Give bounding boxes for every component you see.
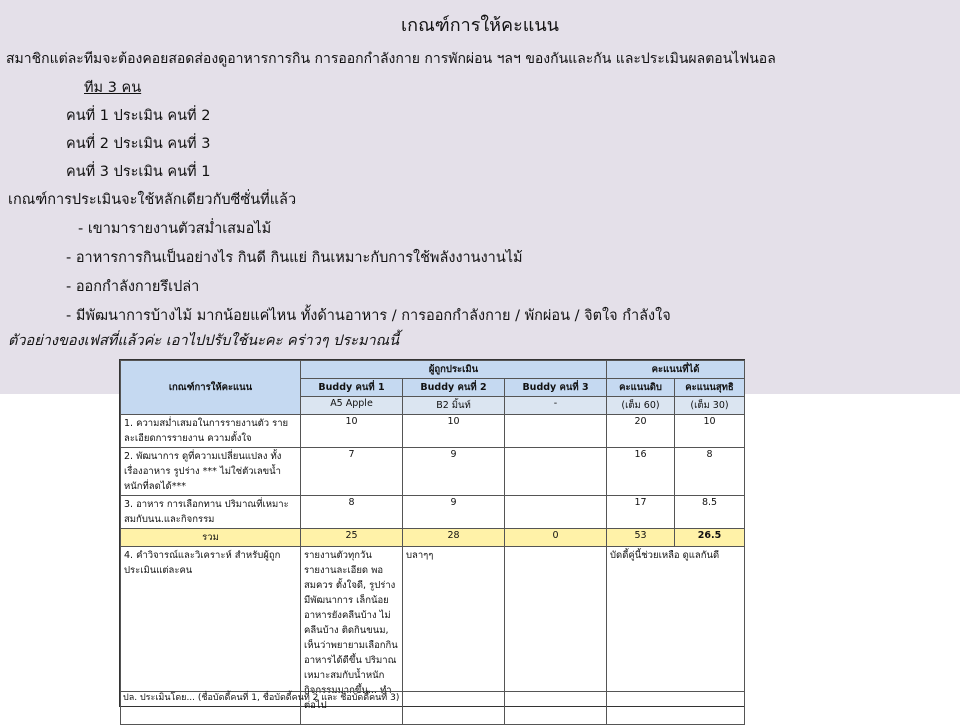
header-raw: คะแนนดิบ: [607, 379, 675, 397]
total-cell: 28: [403, 529, 505, 547]
example-note: ตัวอย่างของเฟสที่แล้วค่ะ เอาไปปรับใช้นะคะ คร่าวๆ ประมาณนี้: [8, 333, 400, 349]
score-cell: 10: [301, 415, 403, 448]
row-label: 2. พัฒนาการ ดูที่ความเปลี่ยนแปลง ทั้งเรื่องอาหาร รูปร่าง *** ไม่ใช่ตัวเลขน้ำหนักที่ลดได้***: [121, 448, 301, 496]
criteria-item-1: - เขามารายงานตัวสม่ำเสมอไม้: [78, 221, 272, 237]
criteria-item-3: - ออกกำลังกายรึเปล่า: [66, 279, 200, 295]
buddy-2-name: B2 มิ้นท์: [403, 397, 505, 415]
pair-1: คนที่ 1 ประเมิน คนที่ 2: [66, 108, 211, 124]
score-cell: [505, 448, 607, 496]
score-table: [120, 360, 745, 725]
header-buddy-2: Buddy คนที่ 2: [403, 379, 505, 397]
score-cell: 17: [607, 496, 675, 529]
team-label: ทีม 3 คน: [84, 80, 142, 96]
header-net: คะแนนสุทธิ: [675, 379, 745, 397]
criteria-item-2: - อาหารการกินเป็นอย่างไร กินดี กินแย่ กินเหมาะกับการใช้พลังงานงานไม้: [66, 250, 523, 266]
score-cell: 7: [301, 448, 403, 496]
score-cell: 9: [403, 448, 505, 496]
intro-text: สมาชิกแต่ละทีมจะต้องคอยสอดส่องดูอาหารการกิน การออกกำลังกาย การพักผ่อน ฯลฯ ของกันและกัน และประเมินผลตอนไฟนอล: [6, 51, 776, 67]
score-sheet-image: [119, 359, 745, 711]
row-label: 3. อาหาร การเลือกทาน ปริมาณที่เหมาะสมกับนน.และกิจกรรม: [121, 496, 301, 529]
score-cell: 9: [403, 496, 505, 529]
score-cell: 8.5: [675, 496, 745, 529]
header-buddy-1: Buddy คนที่ 1: [301, 379, 403, 397]
score-cell: 10: [403, 415, 505, 448]
criteria-item-4: - มีพัฒนาการบ้างไม้ มากน้อยแค่ไหน ทั้งด้านอาหาร / การออกกำลังกาย / พักผ่อน / จิตใจ กำลังใจ: [66, 308, 671, 324]
score-cell: 10: [675, 415, 745, 448]
total-cell: 53: [607, 529, 675, 547]
buddy-1-name: A5 Apple: [301, 397, 403, 415]
net-max: (เต็ม 30): [675, 397, 745, 415]
comment-cell: รายงานตัวทุกวัน รายงานละเอียด พอสมควร ตั้งใจดี, รูปร่างมีพัฒนาการ เล็กน้อย อาหารยังคลีนบ้าง ไม่คลีนบ้าง ติดกินขนม, เห็นว่าพยายามเลือกกินอาหารได้ดีขึ้น ปริมาณเหมาะสมกับน้ำหนักกิจกรรมมากขึ้น... ทำต่อไป: [301, 547, 403, 725]
score-cell: 16: [607, 448, 675, 496]
header-raters: ผู้ถูกประเมิน: [301, 361, 607, 379]
comment-cell: บลาๆๆ: [403, 547, 505, 725]
total-row: [121, 529, 745, 547]
header-criteria: เกณฑ์การให้คะแนน: [121, 361, 301, 415]
table-row: [121, 415, 745, 448]
page-title: เกณฑ์การให้คะแนน: [401, 15, 559, 36]
total-cell: 25: [301, 529, 403, 547]
score-cell: 8: [675, 448, 745, 496]
score-cell: 8: [301, 496, 403, 529]
comment-cell: [505, 547, 607, 725]
buddy-3-name: -: [505, 397, 607, 415]
total-cell: 26.5: [675, 529, 745, 547]
score-cell: [505, 496, 607, 529]
table-row: [121, 496, 745, 529]
total-cell: 0: [505, 529, 607, 547]
score-cell: 20: [607, 415, 675, 448]
header-score: คะแนนที่ได้: [607, 361, 745, 379]
header-buddy-3: Buddy คนที่ 3: [505, 379, 607, 397]
pair-2: คนที่ 2 ประเมิน คนที่ 3: [66, 136, 211, 152]
row-label: 1. ความสม่ำเสมอในการรายงานตัว รายละเอียดการรายงาน ความตั้งใจ: [121, 415, 301, 448]
table-footer: ปล. ประเมินโดย... (ชื่อบัดดี้คนที่ 1, ชื่อบัดดี้คนที่ 2 และ ชื่อบัดดี้คนที่ 3): [123, 693, 400, 703]
score-cell: [505, 415, 607, 448]
criteria-intro: เกณฑ์การประเมินจะใช้หลักเดียวกับซีซั่นที่แล้ว: [8, 192, 297, 208]
raw-max: (เต็ม 60): [607, 397, 675, 415]
table-row: [121, 448, 745, 496]
comment-score-cell: บัดดี้คู่นี้ช่วยเหลือ ดูแลกันดี: [607, 547, 745, 725]
total-label: รวม: [121, 529, 301, 547]
pair-3: คนที่ 3 ประเมิน คนที่ 1: [66, 164, 211, 180]
comment-label: 4. คำวิจารณ์และวิเคราะห์ สำหรับผู้ถูกประเมินแต่ละคน: [121, 547, 301, 725]
